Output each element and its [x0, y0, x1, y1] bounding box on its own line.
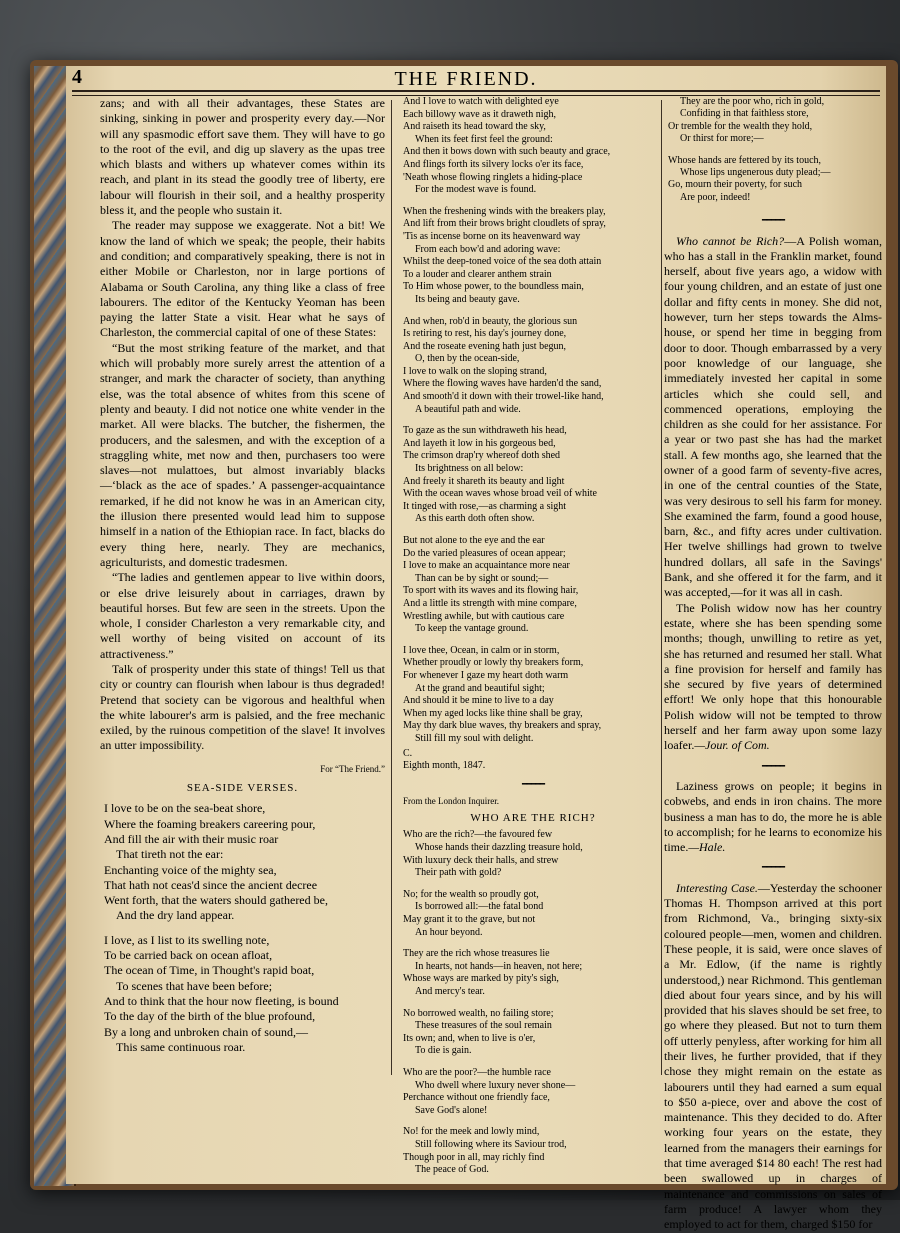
article-source: —Jour. of Com.: [694, 738, 770, 753]
stanza: [399, 535, 667, 636]
verse-line: When its feet first feel the ground:: [415, 133, 553, 145]
verse-line: With the ocean waves whose broad veil of white: [403, 488, 597, 500]
verse-line: By a long and unbroken chain of sound,—: [104, 1024, 308, 1039]
verse-line: I love thee, Ocean, in calm or in storm,: [403, 644, 560, 656]
column-3: [664, 96, 882, 1233]
verse-line: But not alone to the eye and the ear: [403, 535, 545, 546]
verse-line: Than can be by sight or sound;—: [415, 572, 549, 584]
verse-line: And a little its strength with mine compare,: [403, 597, 577, 609]
column-divider: [391, 100, 392, 1075]
verse-line: Who are the rich?—the favoured few: [403, 829, 553, 841]
verse-line: That tireth not the ear:: [116, 847, 224, 862]
attribution: For “The Friend.”: [320, 763, 385, 774]
verse-line: Whose lips ungenerous duty plead;—: [680, 167, 831, 179]
verse-line: Each billowy wave as it draweth nigh,: [403, 108, 557, 120]
verse-line: Where the foaming breakers careering pour,: [104, 816, 316, 831]
verse-line: To keep the vantage ground.: [415, 623, 529, 635]
verse-line: When the freshening winds with the breakers play,: [403, 205, 606, 217]
article-title: Who cannot be Rich?: [676, 233, 785, 248]
verse-line: To gaze as the sun withdraweth his head,: [403, 425, 567, 437]
verse-line: And the dry land appear.: [116, 908, 235, 923]
column-1: [100, 96, 385, 1064]
verse-line: Are poor, indeed!: [680, 191, 751, 203]
verse-line: And should it be mine to live to a day: [403, 695, 554, 707]
verse-line: And I love to watch with delighted eye: [403, 96, 559, 107]
paragraph: Talk of prosperity under this state of things! Tell us that city or country can flourish when labour is thus degraded! Pretend that society can be vigorous and healthful when the white labourer's arm is palsied, and the free mechanic exiled, by the ruinous competition of the slave! It involves an utter impossibility.: [100, 661, 385, 753]
article: [664, 779, 882, 855]
verse-line: Confiding in that faithless store,: [680, 108, 809, 120]
verse-line: I love to be on the sea-beat shore,: [104, 801, 266, 816]
ornamental-rule: ━━━━━: [761, 215, 785, 226]
verse-line: And to think that the hour now fleeting, is bound: [104, 993, 339, 1008]
paragraph: “The ladies and gentlemen appear to live within doors, or else drive leisurely about in carriages, drawn by beautiful horses. But few are seen in the streets. Upon the whole, I consider Charleston a very remarkable city, and well worthy of being visited on account of its attractiveness.”: [100, 570, 385, 661]
paragraph: “But the most striking feature of the market, and that which will probably more surely arrest the attention of a stranger, and mark the character of society, than anything else, was the total absence of whites from this scene of plenty and beauty. I did not notice one white vender in the market. All were blacks. The butcher, the fishermen, the producers, and the salesmen, and with the exception of a straggling white, met now and then, purchasers too were slaves—not mulattoes, but almost invariably blacks—‘black as the ace of spades.’ A passenger-acquaintance remarked, if he did not know he was in an American city, the illusion there presented would lead him to suppose himself in a nation of the Ethiopian race. In fact, blacks do every thing here, nearly. They are mechanics, agriculturists, and domestic tradesmen.: [100, 340, 385, 569]
article: [664, 234, 882, 601]
verse-line: Its being and beauty gave.: [415, 293, 520, 305]
verse-line: Though poor in all, may richly find: [403, 1151, 545, 1163]
article-text: —Yesterday the schooner Thomas H. Thompson arrived at this port from Richmond, Va., bringing sixty-six coloured people—men, women and children. These people, it is said, were once slaves of a Mr. Edlow, (if the name is rightly understood,) near Richmond. This gentleman died about four years since, and by his will provided that his slaves should be set free, to go where they pleased. But not to turn them off utterly penyless, after working for him all their lives, he further provided, that if they chose they might remain on the estate as labourers until they had earned a sum equal to $50 a-piece, over and above the cost of maintenance. This they decided to do. After working four years on the estate, they learned from the managers their earnings for that time averaged $14 80 each! The rest had been swallowed up in charges of maintenance and commissions on sales of farm produce! A lawyer whom they employed to act for them, charged $150 for: [664, 880, 882, 1232]
verse-line: And when, rob'd in beauty, the glorious sun: [403, 315, 578, 327]
verse-line: For whenever I gaze my heart doth warm: [403, 669, 569, 681]
verse-line: They are the rich whose treasures lie: [403, 948, 550, 960]
verse-line: And then it bows down with such beauty and grace,: [403, 146, 611, 158]
stanza: [399, 1126, 667, 1176]
verse-line: An hour beyond.: [415, 926, 483, 938]
stanza: [399, 1008, 667, 1058]
verse-line: Still following where its Saviour trod,: [415, 1138, 567, 1150]
article: [664, 881, 882, 1233]
verse-line: At the grand and beautiful sight;: [415, 682, 545, 694]
verse-line: Still fill my soul with delight.: [415, 732, 534, 744]
verse-line: Enchanting voice of the mighty sea,: [104, 862, 277, 877]
stanza: [399, 1067, 667, 1117]
verse-line: Whether proudly or lowly thy breakers form,: [403, 657, 584, 669]
verse-line: The peace of God.: [415, 1164, 489, 1176]
verse-line: Who dwell where luxury never shone—: [415, 1079, 576, 1091]
article-text: The Polish widow now has her country estate, where she has been spending some months; though, unwilling to retire as yet, she has returned and resumed her stall. What a fine provision for herself and family has she secured by five years of determined effort! We only hope that this honourable Polish widow will not be tempted to throw herself and her farm away upon some lazy loafer.: [664, 600, 882, 753]
page-number: 4: [72, 66, 82, 88]
verse-line: From each bow'd and adoring wave:: [415, 243, 561, 255]
verse-line: I love to walk on the sloping strand,: [403, 365, 547, 377]
verse-line: And flings forth its silvery locks o'er its face,: [403, 158, 584, 170]
verse-line: The crimson drap'ry whereof doth shed: [403, 450, 561, 462]
dateline: Eighth month, 1847.: [403, 760, 486, 772]
verse-line: Its own; and, when to live is o'er,: [403, 1032, 536, 1044]
verse-line: Is borrowed all:—the fatal bond: [415, 901, 544, 913]
verse-line: 'Neath whose flowing ringlets a hiding-place: [403, 171, 583, 183]
verse-line: And smooth'd it down with their trowel-like hand,: [403, 391, 604, 403]
verse-line: May thy dark blue waves, thy breakers and spray,: [403, 720, 602, 732]
verse-line: And layeth it low in his gorgeous bed,: [403, 437, 556, 449]
verse-line: To the day of the birth of the blue profound,: [104, 1009, 316, 1024]
article-source: —Hale.: [688, 840, 726, 855]
verse-line: These treasures of the soul remain: [415, 1020, 552, 1032]
stanza: [399, 425, 667, 526]
verse-line: And lift from their brows bright cloudlets of spray,: [403, 218, 606, 230]
ornamental-rule: ━━━━━: [761, 760, 785, 771]
verse-line: And the roseate evening hath just begun,: [403, 340, 567, 352]
verse-line: To sport with its waves and its flowing hair,: [403, 585, 579, 597]
article: [664, 601, 882, 754]
verse-line: Save God's alone!: [415, 1104, 488, 1116]
verse-line: I love, as I list to its swelling note,: [104, 932, 270, 947]
verse-line: Perchance without one friendly face,: [403, 1092, 550, 1104]
stanza: [399, 645, 667, 746]
article-title: Interesting Case.: [676, 880, 758, 895]
column-2: [399, 96, 667, 1186]
verse-line: And freely it shareth its beauty and light: [403, 475, 565, 487]
stanza: [399, 948, 667, 998]
verse-line: To a louder and clearer anthem strain: [403, 268, 552, 280]
verse-line: Whose hands are fettered by its touch,: [668, 154, 822, 166]
verse-line: Or tremble for the wealth they hold,: [668, 120, 813, 132]
verse-line: I love to make an acquaintance more near: [403, 560, 570, 572]
verse-line: This same continuous roar.: [116, 1039, 246, 1054]
stanza: [100, 933, 385, 1055]
verse-line: O, then by the ocean-side,: [415, 353, 520, 365]
verse-line: A beautiful path and wide.: [415, 403, 521, 415]
ornamental-rule: ━━━━━: [521, 778, 545, 789]
verse-line: And fill the air with their music roar: [104, 831, 279, 846]
verse-line: Went forth, that the waters should gathered be,: [104, 893, 328, 908]
verse-line: Where the flowing waves have harden'd the sand,: [403, 378, 602, 390]
verse-line: To scenes that have been before;: [116, 978, 273, 993]
verse-line: And raiseth its head toward the sky,: [403, 121, 546, 133]
verse-line: 'Tis as incense borne on its heavenward way: [403, 230, 581, 242]
verse-line: That hath not ceas'd since the ancient decree: [104, 877, 318, 892]
paragraph: zans; and with all their advantages, these States are sinking, sinking in power and prosperity every day.—Nor will any spasmodic effort save them. They will have to go to the root of the evil, and dig up slavery as the upas tree which blasts and withers up whatever comes within its reach, and plant in its stead the goodly tree of liberty, ere labour will flourish in their soil, and a healthy prosperity bless it, and the people who sustain it.: [100, 96, 385, 218]
verse-line: For the modest wave is found.: [415, 184, 537, 196]
verse-line: Or thirst for more;—: [680, 133, 764, 145]
poem-title: SEA-SIDE VERSES.: [186, 782, 299, 795]
verse-line: No! for the meek and lowly mind,: [403, 1126, 540, 1138]
verse-line: Whose hands their dazzling treasure hold,: [415, 842, 583, 854]
verse-line: To be carried back on ocean afloat,: [104, 948, 273, 963]
verse-line: In hearts, not hands—in heaven, not here;: [415, 960, 583, 972]
ornamental-rule: ━━━━━: [761, 862, 785, 873]
verse-line: Their path with gold?: [415, 867, 502, 879]
verse-line: To Him whose power, to the boundless main,: [403, 281, 584, 293]
poem-continued: [664, 96, 882, 204]
verse-line: Who are the poor?—the humble race: [403, 1066, 551, 1078]
article-text: Laziness grows on people; it begins in cobwebs, and ends in iron chains. The more business a man has to do, the more he is able to accomplish; for he learns to economize his time.: [664, 778, 882, 855]
verse-line: When my aged locks like thine shall be gray,: [403, 707, 583, 719]
poem: [100, 801, 385, 1055]
stanza: [399, 889, 667, 939]
signature: C.: [403, 747, 413, 759]
stanza: [664, 96, 882, 146]
article-text: —A Polish woman, who has a stall in the Franklin market, found herself, about five years ago, a widow with four young children, and an estate of just one dollar and fifty cents in money. She did not, however, turn her steps towards the Alms-house, or spend her time in begging from door to door. Though embarrassed by a very poor knowledge of our language, she immediately invested her capital in some articles which she could sell, and commenced operations, employing the children as she could for her assistance. For a year or two past she has had the market stall. A few months ago, she learned that the owner of a good farm of seventy-five acres, in one of the central counties of the State, was very desirous to sell his farm for money. She examined the farm, found a good house, barn, &c., and fifty acres under cultivation. Her twelve shillings had grown to twelve hundred dollars, all safe in the Savings' Bank, and she offered it for the farm, and it was accepted,—for it was all in cash.: [664, 233, 882, 600]
stanza: [399, 96, 667, 197]
page-title: THE FRIEND.: [394, 68, 538, 90]
stanza: [100, 801, 385, 923]
verse-line: May grant it to the grave, but not: [403, 914, 536, 926]
stanza: [399, 206, 667, 307]
poem-title: WHO ARE THE RICH?: [470, 811, 596, 824]
verse-line: To die is gain.: [415, 1045, 472, 1057]
verse-line: Wrestling awhile, but with cautious care: [403, 610, 565, 622]
verse-line: Whilst the deep-toned voice of the sea doth attain: [403, 256, 602, 268]
verse-line: Is retiring to rest, his day's journey done,: [403, 328, 567, 340]
verse-line: No borrowed wealth, no failing store;: [403, 1007, 554, 1019]
verse-line: Do the varied pleasures of ocean appear;: [403, 547, 566, 559]
verse-line: Its brightness on all below:: [415, 463, 524, 475]
verse-line: Whose ways are marked by pity's sigh,: [403, 973, 559, 985]
verse-line: With luxury deck their halls, and strew: [403, 854, 559, 866]
verse-line: No; for the wealth so proudly got,: [403, 888, 539, 900]
attribution: From the London Inquirer.: [403, 796, 499, 807]
verse-line: The ocean of Time, in Thought's rapid boat,: [104, 963, 315, 978]
stanza: [399, 829, 667, 879]
stanza: [664, 155, 882, 205]
verse-line: Go, mourn their poverty, for such: [668, 179, 803, 191]
verse-line: And mercy's tear.: [415, 986, 485, 997]
verse-line: It tinged with rose,—as charming a sight: [403, 500, 567, 512]
verse-line: As this earth doth often show.: [415, 513, 535, 525]
verse-line: They are the poor who, rich in gold,: [680, 96, 825, 107]
paragraph: The reader may suppose we exaggerate. Not a bit! We know the land of which we speak; the people, their habits and condition; and comparatively speaking, there is not in either Mobile or Charleston, nor in large portions of Alabama or South Carolina, any thing like a class of free labourers. The editor of the Kentucky Yeoman has been paying the latter State a visit. Hear what he says of Charleston, the commercial capital of one of these States:: [100, 218, 385, 340]
stanza: [399, 316, 667, 417]
